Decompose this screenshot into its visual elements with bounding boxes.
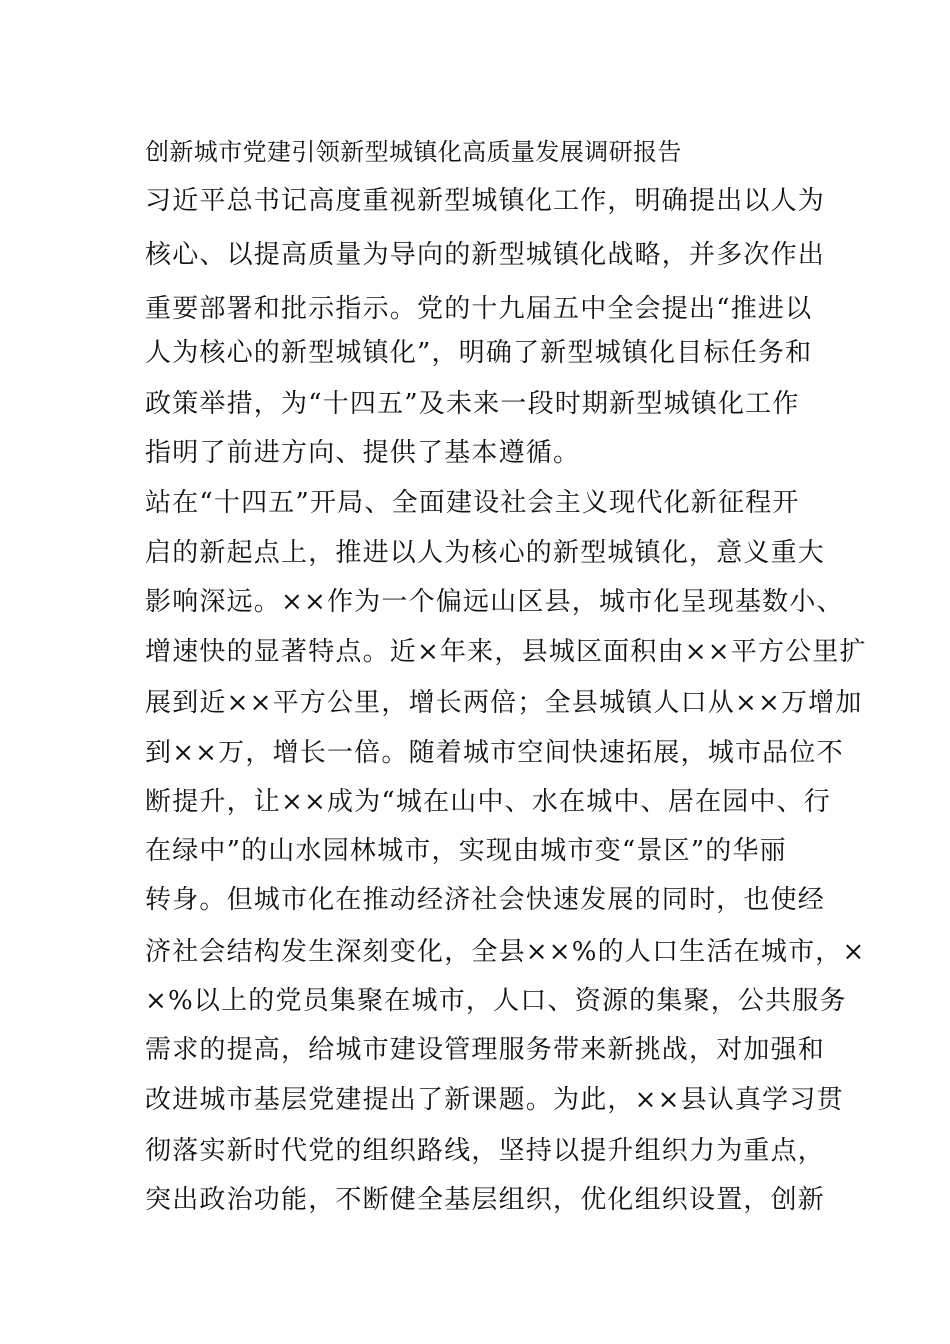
- paragraph-2-line-9: 转身。但城市化在推动经济社会快速发展的同时，也使经: [145, 885, 826, 915]
- paragraph-2-line-7: 断提升，让××成为“城在山中、水在城中、居在园中、行: [145, 787, 832, 817]
- paragraph-2-line-15: 突出政治功能，不断健全基层组织，优化组织设置，创新: [145, 1185, 826, 1215]
- paragraph-2-line-3: 影响深远。××作为一个偏远山区县，城市化呈现基数小、: [145, 587, 844, 617]
- paragraph-1-line-2: 核心、以提高质量为导向的新型城镇化战略，并多次作出: [145, 240, 826, 270]
- paragraph-2-line-12: 需求的提高，给城市建设管理服务带来新挑战，对加强和: [145, 1035, 826, 1065]
- paragraph-2-line-6: 到××万，增长一倍。随着城市空间快速拓展，城市品位不: [145, 738, 844, 768]
- paragraph-2-line-8: 在绿中”的山水园林城市，实现由城市变“景区”的华丽: [145, 836, 787, 866]
- paragraph-1-line-6: 指明了前进方向、提供了基本遵循。: [145, 438, 581, 468]
- paragraph-1-line-1: 习近平总书记高度重视新型城镇化工作，明确提出以人为: [145, 186, 826, 216]
- paragraph-2-line-13: 改进城市基层党建提出了新课题。为此，××县认真学习贯: [145, 1085, 844, 1115]
- paragraph-2-line-11: ×%以上的党员集聚在城市，人口、资源的集聚，公共服务: [145, 986, 847, 1016]
- paragraph-2-line-4: 增速快的显著特点。近×年来，县城区面积由××平方公里扩: [145, 637, 867, 667]
- paragraph-2-line-2: 启的新起点上，推进以人为核心的新型城镇化，意义重大: [145, 538, 826, 568]
- paragraph-2-line-5: 展到近××平方公里，增长两倍；全县城镇人口从××万增加: [145, 688, 863, 718]
- paragraph-2-line-1: 站在“十四五”开局、全面建设社会主义现代化新征程开: [145, 488, 800, 518]
- paragraph-1-line-3: 重要部署和批示指示。党的十九届五中全会提出“推进以: [145, 294, 813, 324]
- paragraph-2-line-10: 济社会结构发生深刻变化，全县××%的人口生活在城市，×: [145, 937, 866, 967]
- paragraph-1-line-4: 人为核心的新型城镇化”，明确了新型城镇化目标任务和: [145, 338, 813, 368]
- document-title: 创新城市党建引领新型城镇化高质量发展调研报告: [145, 138, 682, 166]
- paragraph-1-line-5: 政策举措，为“十四五”及未来一段时期新型城镇化工作: [145, 389, 800, 419]
- paragraph-2-line-14: 彻落实新时代党的组织路线，坚持以提升组织力为重点，: [145, 1136, 826, 1166]
